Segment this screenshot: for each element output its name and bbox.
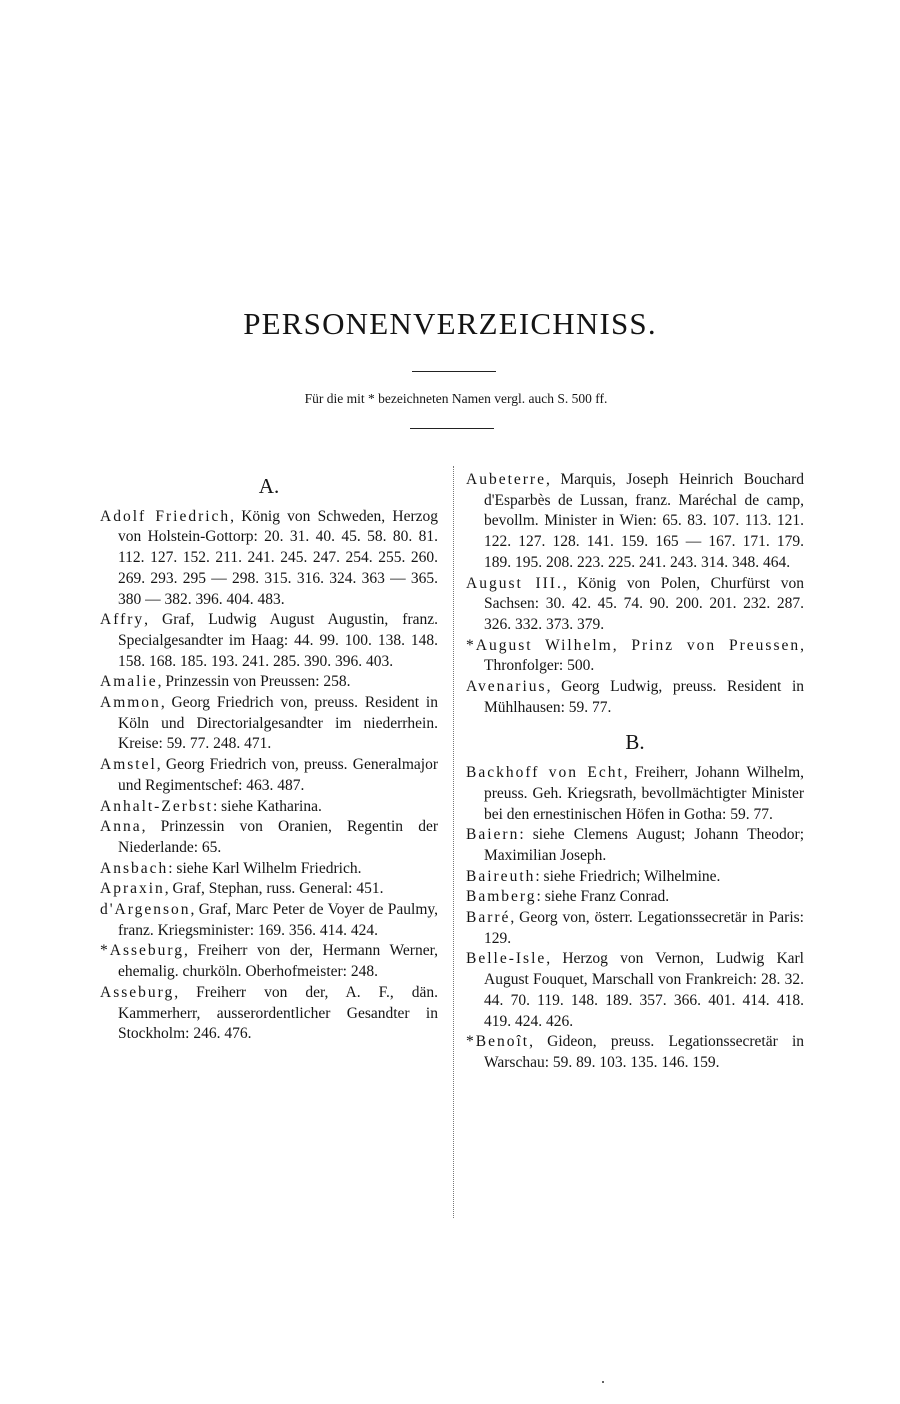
index-entry	[100, 879, 438, 900]
entry-name: Affry	[100, 611, 145, 629]
index-entries-a-continued	[466, 470, 804, 718]
section-heading-a: A.	[258, 474, 280, 498]
asterisk-note: Für die mit * bezeichneten Namen vergl. auch S. 500 ff.	[304, 391, 608, 406]
index-entry	[100, 507, 438, 611]
entry-name: Bamberg	[466, 888, 537, 906]
entry-details: , Georg Ludwig, preuss. Resident in Mühlhausen: 59. 77.	[484, 678, 804, 716]
index-entry	[100, 817, 438, 858]
entry-details: , Graf, Marc Peter de Voyer de Paulmy, franz. Kriegsminister: 169. 356. 414. 424.	[118, 901, 438, 939]
index-entry	[100, 610, 438, 672]
entry-details: , Freiherr von der, Hermann Werner, ehemalig. churköln. Oberhofmeister: 248.	[118, 942, 438, 981]
entry-name: *Asseburg	[100, 942, 185, 960]
entry-details: : siehe Katharina.	[212, 797, 322, 815]
entry-details: , Herzog von Vernon, Ludwig Karl August Fouquet, Marschall von Frankreich: 28. 32. 44. 70. 119. 148. 189. 357. 366. 401. 414. 418. 419. 424. 426.	[484, 950, 804, 1030]
entry-name: Barré	[466, 909, 511, 927]
entry-name: Ammon	[100, 694, 161, 712]
entry-details: , Thronfolger: 500.	[484, 636, 804, 675]
index-entry	[466, 867, 804, 888]
entry-name: d'Argenson	[100, 901, 191, 919]
index-entry	[466, 1032, 804, 1073]
entry-details: , Freiherr von der, A. F., dän. Kammerherr, ausserordentlicher Gesandter in Stockholm: 246. 476.	[118, 983, 438, 1043]
entry-details: , Georg von, österr. Legationssecretär in Paris: 129.	[484, 909, 804, 947]
entry-name: Adolf Friedrich	[100, 507, 231, 525]
entry-name: Anhalt-Zerbst	[100, 797, 213, 815]
entry-name: August III.	[466, 574, 563, 592]
entry-details: , Marquis, Joseph Heinrich Bouchard d'Esparbès de Lussan, franz. Maréchal de camp, bevollm. Minister in Wien: 65. 83. 107. 113. 121. 122. 127. 128. 141. 159. 165 — 167. 171. 179. 189. 195. 208. 223. 225. 241. 243. 314. 348. 464.	[484, 471, 804, 571]
entry-name: Aubeterre	[466, 471, 546, 488]
title-rule-upper	[412, 371, 496, 372]
index-entry	[466, 636, 804, 677]
entry-name: Amalie	[100, 673, 158, 691]
index-entry	[466, 908, 804, 949]
page-title: PERSONENVERZEICHNISS.	[243, 306, 657, 341]
entry-name: Backhoff von Echt	[466, 764, 624, 782]
entry-details: : siehe Friedrich; Wilhelmine.	[535, 867, 721, 885]
index-entries-b	[466, 763, 804, 1074]
index-entry	[100, 900, 438, 941]
entry-details: : siehe Franz Conrad.	[536, 888, 670, 906]
index-entry	[466, 887, 804, 908]
entry-details: , König von Schweden, Herzog von Holstein-Gottorp: 20. 31. 40. 45. 58. 80. 81. 112. 127. 152. 211. 241. 245. 247. 254. 255. 260. 269. 293. 295 — 298. 315. 316. 324. 363 — 365. 380 — 382. 396. 404. 483.	[118, 507, 438, 608]
index-entry	[100, 755, 438, 796]
index-entry	[466, 677, 804, 718]
title-rule-lower	[410, 428, 494, 429]
entry-name: *Benoît	[466, 1033, 530, 1051]
entry-name: Asseburg	[100, 983, 175, 1001]
index-entry	[466, 574, 804, 636]
index-entry	[100, 983, 438, 1045]
index-entry	[100, 672, 438, 693]
entry-name: Amstel	[100, 756, 157, 774]
entry-details: : siehe Clemens August; Johann Theodor; Maximilian Joseph.	[484, 826, 804, 864]
entry-name: Apraxin	[100, 880, 165, 898]
left-column	[100, 470, 438, 1045]
index-entry	[100, 797, 438, 818]
section-heading-b: B.	[625, 730, 645, 755]
entry-details: , Graf, Ludwig August Augustin, franz. Specialgesandter im Haag: 44. 99. 100. 138. 148. 158. 168. 185. 193. 241. 285. 390. 396. 403.	[118, 611, 438, 670]
print-speck	[602, 1381, 604, 1383]
right-column	[466, 470, 804, 1074]
entry-name: Avenarius	[466, 678, 547, 696]
index-entry	[466, 763, 804, 825]
entry-name: Belle-Isle	[466, 950, 547, 968]
entry-details: , Freiherr, Johann Wilhelm, preuss. Geh. Kriegsrath, bevollmächtigter Minister bei den ernestinischen Höfen in Gotha: 59. 77.	[484, 764, 805, 823]
entry-details: , Georg Friedrich von, preuss. Generalmajor und Regimentschef: 463. 487.	[118, 756, 438, 794]
entry-name: Ansbach	[100, 859, 169, 877]
entry-details: , König von Polen, Churfürst von Sachsen: 30. 42. 45. 74. 90. 200. 201. 232. 287. 326. 332. 373. 379.	[484, 574, 804, 633]
entry-details: , Gideon, preuss. Legationssecretär in Warschau: 59. 89. 103. 135. 146. 159.	[484, 1033, 804, 1071]
entry-details: , Prinzessin von Preussen: 258.	[157, 673, 351, 691]
index-entry	[466, 949, 804, 1032]
index-entry	[466, 470, 804, 574]
index-entries-a	[100, 507, 438, 1045]
index-entry	[100, 693, 438, 755]
column-divider	[453, 466, 454, 1218]
entry-name: *August Wilhelm, Prinz von Preussen	[466, 636, 801, 654]
index-entry	[100, 859, 438, 880]
entry-details: , Georg Friedrich von, preuss. Resident in Köln und Directorialgesandter im niederrhein. Kreise: 59. 77. 248. 471.	[118, 694, 438, 753]
entry-name: Baiern	[466, 826, 520, 844]
entry-details: , Graf, Stephan, russ. General: 451.	[164, 880, 384, 898]
entry-name: Baireuth	[466, 867, 536, 885]
entry-details: , Prinzessin von Oranien, Regentin der Niederlande: 65.	[118, 818, 438, 856]
index-entry	[100, 941, 438, 982]
entry-name: Anna	[100, 818, 142, 836]
index-entry	[466, 825, 804, 866]
entry-details: : siehe Karl Wilhelm Friedrich.	[168, 859, 362, 877]
